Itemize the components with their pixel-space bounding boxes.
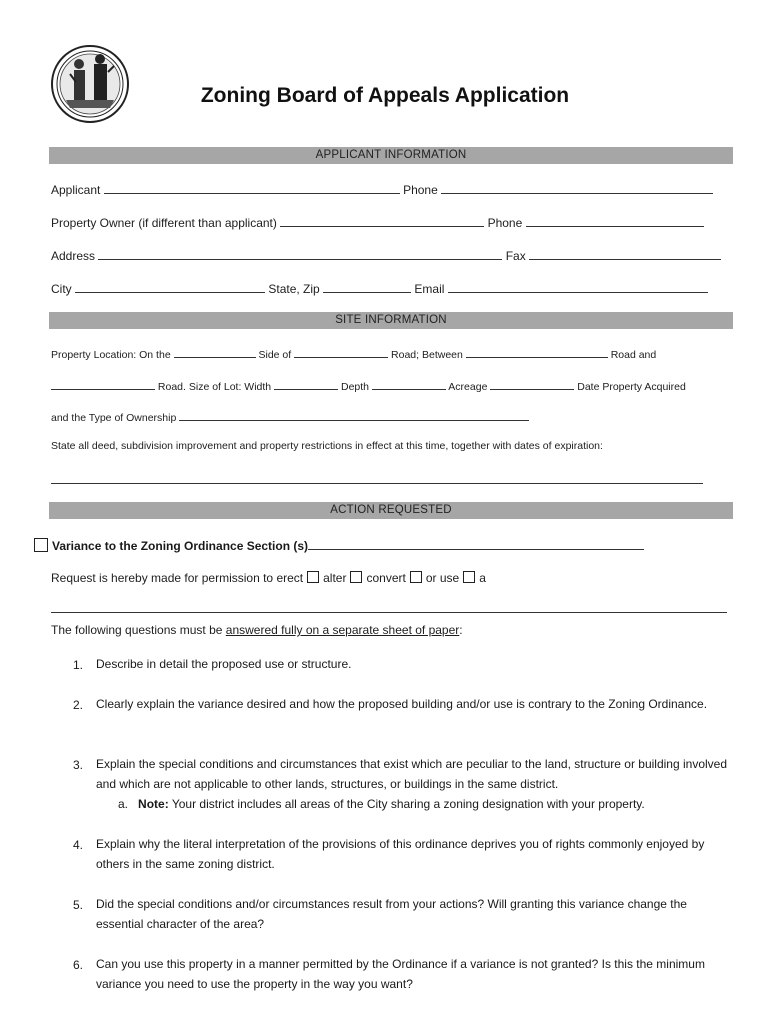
- address-label: Address: [51, 249, 96, 263]
- question-number: 4.: [72, 838, 83, 852]
- date-acquired-label: Date Property Acquired: [577, 381, 686, 393]
- address-field[interactable]: [98, 247, 502, 260]
- phone-label: Phone: [403, 183, 438, 197]
- questions-intro: [51, 623, 463, 637]
- restrictions-label: State all deed, subdivision improvement and property restrictions in effect at this time, together with dates of expiration:: [51, 440, 603, 452]
- note-letter: a.: [118, 797, 129, 811]
- restrictions-field[interactable]: [51, 483, 703, 484]
- variance-section-field[interactable]: [308, 537, 644, 550]
- road-name-field[interactable]: [51, 377, 155, 390]
- section-header-applicant: APPLICANT INFORMATION: [49, 147, 733, 164]
- fax-field[interactable]: [529, 247, 721, 260]
- state-zip-field[interactable]: [323, 280, 411, 293]
- section-header-action: ACTION REQUESTED: [49, 502, 733, 519]
- applicant-label: Applicant: [51, 183, 101, 197]
- or-use-checkbox[interactable]: [463, 571, 475, 583]
- question-text: Explain the special conditions and circumstances that exist which are peculiar to the land, structure or building involved and which are not applicable to other lands, structures, or buildings in the same district.: [96, 757, 728, 791]
- applicant-field[interactable]: [104, 181, 400, 194]
- city-label: City: [51, 282, 72, 296]
- owner-field[interactable]: [280, 214, 484, 227]
- section-header-site: SITE INFORMATION: [49, 312, 733, 329]
- city-field[interactable]: [75, 280, 265, 293]
- email-label: Email: [414, 282, 445, 296]
- variance-label: Variance to the Zoning Ordinance Section (s): [52, 539, 309, 553]
- convert-label: convert: [366, 571, 406, 585]
- question-number: 3.: [72, 758, 83, 772]
- request-detail-field[interactable]: [51, 612, 727, 613]
- or-use-label: or use: [425, 571, 460, 585]
- alter-label: alter: [323, 571, 347, 585]
- note-label: Note:: [138, 797, 169, 811]
- question-text: Clearly explain the variance desired and how the proposed building and/or use is contrary to the Zoning Ordinance.: [96, 697, 708, 711]
- owner-row: [51, 214, 704, 230]
- ownership-label: and the Type of Ownership: [51, 412, 177, 424]
- question-number: 1.: [72, 658, 83, 672]
- question-text: Describe in detail the proposed use or structure.: [96, 657, 352, 671]
- phone2-field[interactable]: [526, 214, 704, 227]
- lot-size-row: [51, 377, 686, 393]
- questions-intro-end: :: [459, 623, 463, 637]
- phone-field[interactable]: [441, 181, 713, 194]
- erect-checkbox[interactable]: [307, 571, 319, 583]
- a-label: a: [479, 571, 486, 585]
- alter-checkbox[interactable]: [350, 571, 362, 583]
- state-zip-label: State, Zip: [268, 282, 320, 296]
- request-row: [51, 571, 486, 585]
- note-text: Your district includes all areas of the City sharing a zoning designation with your property.: [171, 797, 645, 811]
- applicant-row: [51, 181, 713, 197]
- owner-label: Property Owner (if different than applicant): [51, 216, 277, 230]
- note-row: [118, 797, 645, 811]
- question-text: Can you use this property in a manner permitted by the Ordinance if a variance is not granted? Is this the minimum variance you need to use the property in the way you want?: [96, 957, 705, 991]
- request-label: Request is hereby made for permission to erect: [51, 571, 304, 585]
- question-text: Did the special conditions and/or circumstances result from your actions? Will granting this variance change the essential character of the area?: [96, 897, 687, 931]
- road-between-label: Road; Between: [391, 349, 463, 361]
- question-number: 5.: [72, 898, 83, 912]
- location-on-field[interactable]: [174, 345, 256, 358]
- acreage-field[interactable]: [490, 377, 574, 390]
- question-number: 2.: [72, 698, 83, 712]
- ownership-field[interactable]: [179, 408, 529, 421]
- city-row: [51, 280, 708, 296]
- phone2-label: Phone: [487, 216, 523, 230]
- lot-width-label: Road. Size of Lot: Width: [157, 381, 272, 393]
- road-and-label: Road and: [610, 349, 657, 361]
- convert-checkbox[interactable]: [410, 571, 422, 583]
- side-of-field[interactable]: [294, 345, 388, 358]
- depth-field[interactable]: [372, 377, 446, 390]
- address-row: [51, 247, 721, 263]
- ownership-row: [51, 408, 529, 424]
- acreage-label: Acreage: [448, 381, 488, 393]
- location-row: [51, 345, 656, 361]
- road-between-field[interactable]: [466, 345, 608, 358]
- variance-checkbox[interactable]: [34, 538, 48, 552]
- questions-intro-text: The following questions must be: [51, 623, 223, 637]
- email-field[interactable]: [448, 280, 708, 293]
- fax-label: Fax: [505, 249, 526, 263]
- side-of-label: Side of: [258, 349, 292, 361]
- location-on-label: Property Location: On the: [51, 349, 171, 361]
- depth-label: Depth: [341, 381, 370, 393]
- page-title: Zoning Board of Appeals Application: [200, 84, 570, 107]
- question-text: Explain why the literal interpretation of the provisions of this ordinance deprives you of rights commonly enjoyed by others in the same zoning district.: [96, 837, 705, 871]
- lot-width-field[interactable]: [274, 377, 338, 390]
- questions-intro-underlined: answered fully on a separate sheet of paper: [225, 623, 460, 637]
- variance-row: [34, 537, 644, 553]
- question-number: 6.: [72, 958, 83, 972]
